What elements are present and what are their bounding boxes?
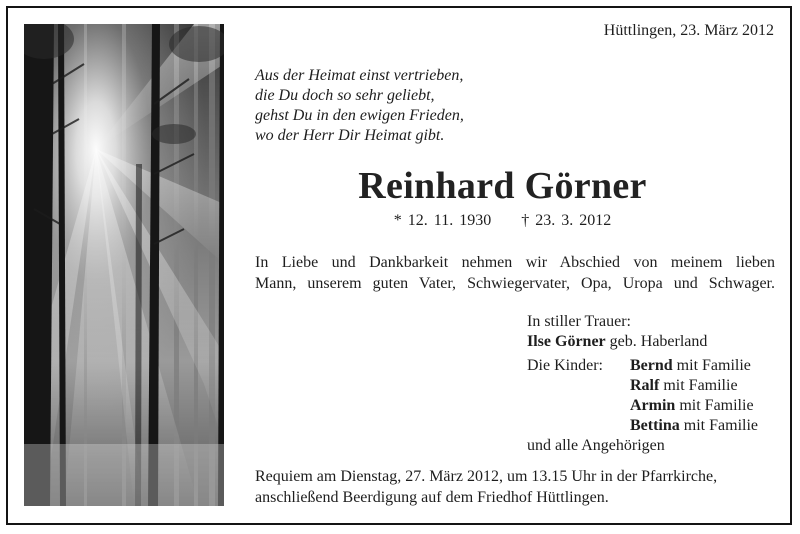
farewell-text: [255, 252, 775, 294]
child-name: Bettina: [630, 417, 680, 434]
children-label: Die Kinder:: [527, 357, 603, 374]
child-suffix: mit Familie: [672, 357, 751, 374]
child-suffix: mit Familie: [659, 377, 738, 394]
widow: [527, 332, 758, 352]
child-name: Ralf: [630, 377, 660, 394]
requiem-notice: [255, 466, 717, 508]
requiem-line: Requiem am Dienstag, 27. März 2012, um 13.15 Uhr in der Pfarrkirche,: [255, 468, 718, 485]
child-name: Bernd: [630, 357, 673, 374]
forest-sunbeam-image: [24, 24, 224, 506]
life-dates: [230, 212, 775, 230]
child-name: Armin: [630, 397, 676, 414]
child-entry: [630, 396, 758, 416]
deceased-name: Reinhard Görner: [358, 165, 647, 207]
child-entry: [630, 356, 758, 376]
child-entry: [630, 376, 758, 396]
mourners-block: [527, 312, 758, 456]
place-date: Hüttlingen, 23. März 2012: [603, 22, 774, 39]
poem-line: die Du doch so sehr geliebt,: [255, 87, 435, 104]
relatives: und alle Angehörigen: [527, 437, 665, 454]
requiem-line: anschließend Beerdigung auf dem Friedhof Hüttlingen.: [255, 489, 609, 506]
poem-line: Aus der Heimat einst vertrieben,: [255, 67, 464, 84]
death-date: † 23. 3. 2012: [521, 212, 612, 229]
poem-line: gehst Du in den ewigen Frieden,: [255, 107, 464, 124]
children-list: [630, 356, 758, 436]
farewell-line: Mann, unserem guten Vater, Schwiegervater, Opa, Uropa und Schwager.: [255, 275, 775, 292]
forest-sunbeam-photo: [24, 24, 224, 506]
birth-date: * 12. 11. 1930: [393, 212, 492, 229]
poem-line: wo der Herr Dir Heimat gibt.: [255, 127, 445, 144]
child-suffix: mit Familie: [679, 417, 758, 434]
widow-name: Ilse Görner: [527, 333, 606, 350]
poem: [255, 66, 464, 146]
children-group: [527, 356, 758, 436]
mourning-heading: In stiller Trauer:: [527, 313, 631, 330]
farewell-line: In Liebe und Dankbarkeit nehmen wir Abschied von meinem lieben: [255, 254, 775, 271]
child-suffix: mit Familie: [675, 397, 754, 414]
child-entry: [630, 416, 758, 436]
widow-maiden-name: geb. Haberland: [605, 333, 708, 350]
